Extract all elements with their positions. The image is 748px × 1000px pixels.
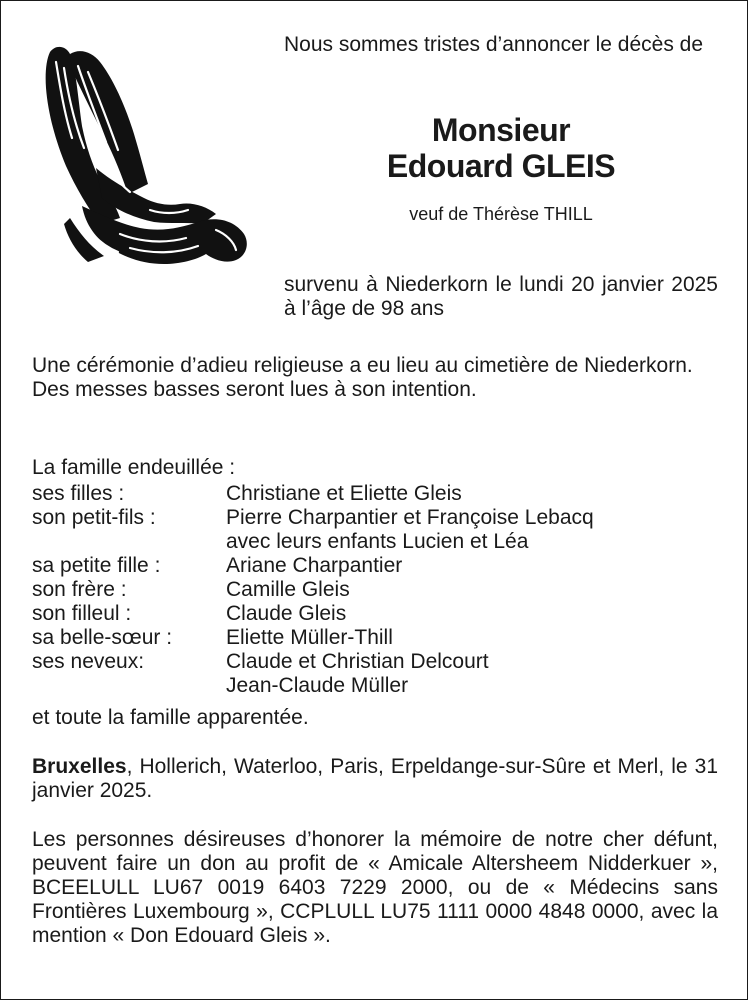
family-name-line: Jean-Claude Müller [226,674,409,697]
death-note: survenu à Niederkorn le lundi 20 janvier 2025 à l’âge de 98 ans [284,273,718,320]
family-name-line: Claude Gleis [226,602,347,625]
family-relation: ses neveux: [32,650,145,673]
location-rest: , Hollerich, Waterloo, Paris, Erpeldange-sur-Sûre et Merl, le 31 janvier 2025. [32,755,718,802]
family-name-line: Ariane Charpantier [226,554,403,577]
location-city: Bruxelles [32,755,127,778]
family-label: La famille endeuillée : [32,456,236,479]
ceremony-paragraph [32,354,718,402]
title-full-name: Edouard GLEIS [386,148,616,184]
family-name-line: Claude et Christian Delcourt [226,650,489,673]
family-row [32,602,718,626]
location-date [32,755,718,803]
family-names [226,506,718,554]
family-names [226,482,718,506]
praying-hands-icon [30,38,252,266]
family-relation: son filleul : [32,602,132,625]
family-name-line: Pierre Charpantier et Françoise Lebacq [226,506,594,529]
title-honorific: Monsieur [431,112,571,148]
family-relation: ses filles : [32,482,125,505]
family-row [32,578,718,602]
family-names [226,602,718,626]
announcement-intro: Nous sommes tristes d’annoncer le décès de [284,33,704,56]
family-relation: son petit-fils : [32,506,156,529]
deceased-name [284,112,718,184]
masses-line: Des messes basses seront lues à son intention. [32,378,477,401]
family-row [32,506,718,554]
family-names [226,650,718,698]
family-name-line: Christiane et Eliette Gleis [226,482,462,505]
family-relation: sa petite fille : [32,554,161,577]
family-row [32,482,718,506]
family-row [32,626,718,650]
family-relation: sa belle-sœur : [32,626,173,649]
family-relation: son frère : [32,578,127,601]
ceremony-line: Une cérémonie d’adieu religieuse a eu lieu au cimetière de Niederkorn. [32,354,693,377]
family-names [226,554,718,578]
family-names [226,626,718,650]
family-closing: et toute la famille apparentée. [32,706,309,729]
donation-paragraph: Les personnes désireuses d’honorer la mémoire de notre cher défunt, peuvent faire un don au profit de « Amicale Altersheem Nidderkuer », BCEELULL LU67 0019 6403 7229 2000, ou de « Médecins sans Frontières Luxembourg », CCPLULL LU75 1111 0000 4848 0000, avec la mention « Don Edouard Gleis ». [32,828,718,947]
family-name-line: avec leurs enfants Lucien et Léa [226,530,529,553]
family-name-line: Eliette Müller-Thill [226,626,393,649]
family-list [32,482,718,698]
widow-note: veuf de Thérèse THILL [409,204,593,224]
family-row [32,650,718,698]
family-row [32,554,718,578]
family-names [226,578,718,602]
family-name-line: Camille Gleis [226,578,350,601]
